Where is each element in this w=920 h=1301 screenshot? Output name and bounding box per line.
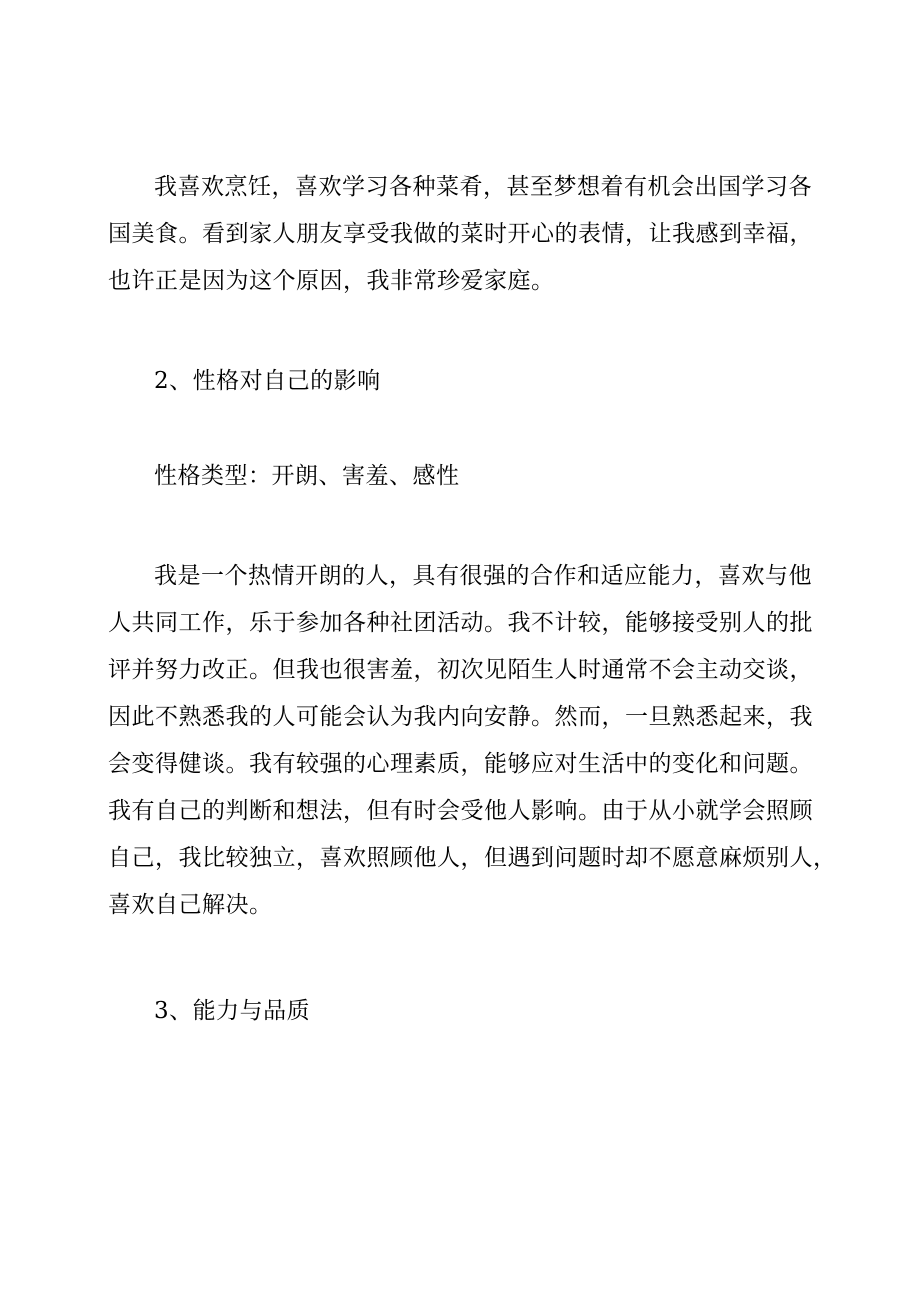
paragraph-line: 也许正是因为这个原因，我非常珍爱家庭。 xyxy=(108,268,555,294)
personality-types: 性格类型：开朗、害羞、感性 xyxy=(154,463,460,489)
paragraph-line: 自己，我比较独立，喜欢照顾他人，但遇到问题时却不愿意麻烦别人， xyxy=(108,845,837,871)
paragraph-line: 我有自己的判断和想法，但有时会受他人影响。由于从小就学会照顾 xyxy=(108,798,813,824)
section-heading-personality: 2、性格对自己的影响 xyxy=(154,368,381,394)
section-heading-ability: 3、能力与品质 xyxy=(154,998,311,1024)
paragraph-line: 我喜欢烹饪，喜欢学习各种菜肴，甚至梦想着有机会出国学习各 xyxy=(154,174,812,200)
paragraph-line: 人共同工作，乐于参加各种社团活动。我不计较，能够接受别人的批 xyxy=(108,610,813,636)
paragraph-line: 因此不熟悉我的人可能会认为我内向安静。然而，一旦熟悉起来，我 xyxy=(108,704,813,730)
paragraph-line: 会变得健谈。我有较强的心理素质，能够应对生活中的变化和问题。 xyxy=(108,751,813,777)
paragraph-line: 国美食。看到家人朋友享受我做的菜时开心的表情，让我感到幸福， xyxy=(108,221,813,247)
paragraph-line: 评并努力改正。但我也很害羞，初次见陌生人时通常不会主动交谈， xyxy=(108,657,813,683)
paragraph-line: 我是一个热情开朗的人，具有很强的合作和适应能力，喜欢与他 xyxy=(154,563,812,589)
paragraph-line: 喜欢自己解决。 xyxy=(108,892,273,918)
